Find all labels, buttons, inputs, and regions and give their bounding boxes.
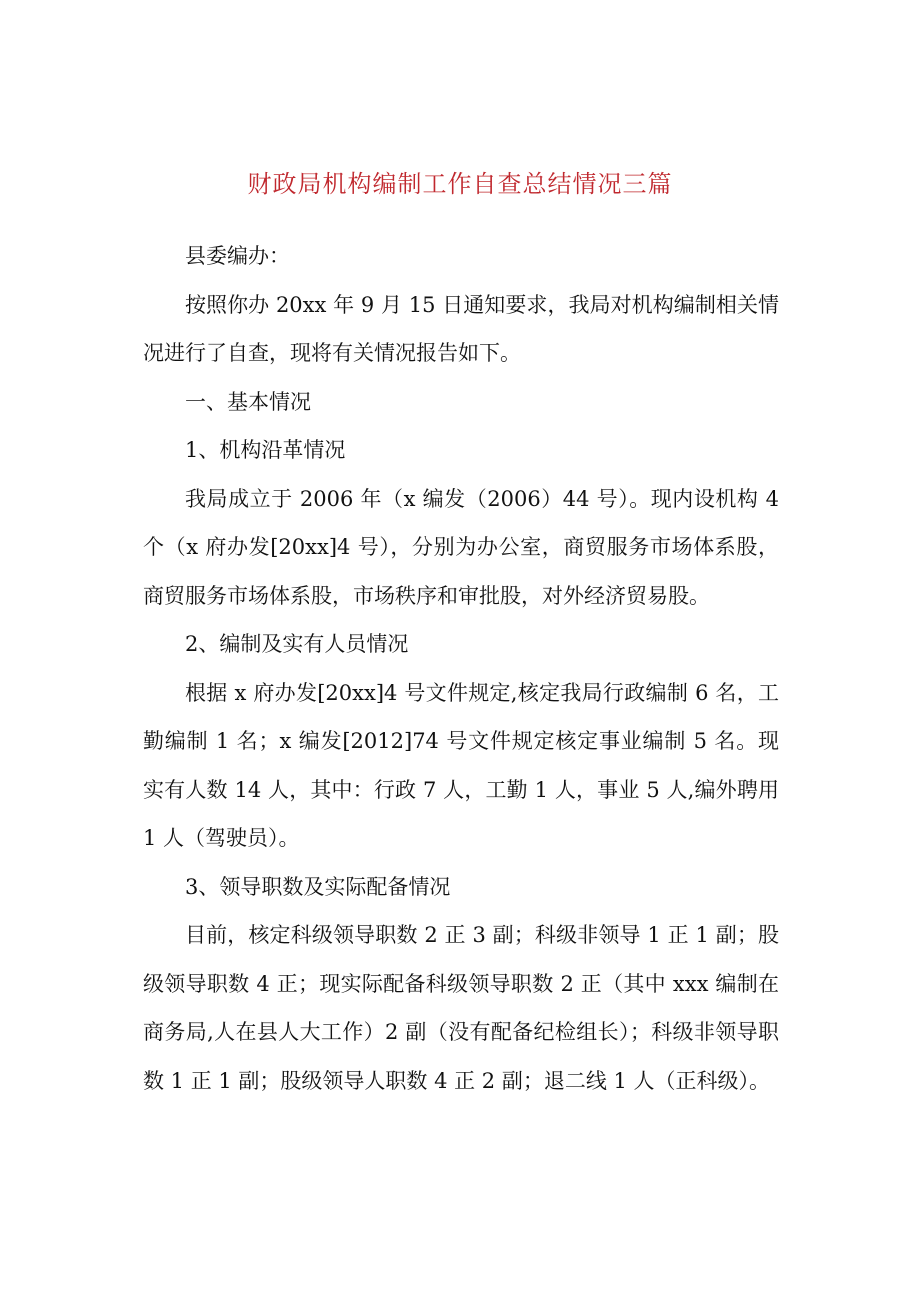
staffing-paragraph: 根据 x 府办发[20xx]4 号文件规定,核定我局行政编制 6 名，工勤编制 1 名；x 编发[2012]74 号文件规定核定事业编制 5 名。现实有人数 14 人，其中：行政 7 人，工勤 1 人，事业 5 人,编外聘用 1 人（驾驶员）。 — [143, 680, 779, 850]
document-body — [143, 232, 779, 1105]
subheading-leadership: 3、领导职数及实际配备情况 — [185, 874, 451, 899]
subheading-institution-history: 1、机构沿革情况 — [185, 438, 346, 462]
leadership-paragraph: 目前，核定科级领导职数 2 正 3 副；科级非领导 1 正 1 副；股级领导职数 4 正；现实际配备科级领导职数 2 正（其中 xxx 编制在商务局,人在县人大工作）2 副（没有配备纪检组长）；科级非领导职数 1 正 1 副；股级领导人职数 4 正 2 副；退二线 1 人（正科级）。 — [143, 923, 779, 1093]
document-title: 财政局机构编制工作自查总结情况三篇 — [247, 170, 673, 198]
intro-paragraph: 按照你办 20xx 年 9 月 15 日通知要求，我局对机构编制相关情况进行了自查，现将有关情况报告如下。 — [143, 292, 779, 365]
salutation-paragraph: 县委编办： — [185, 244, 290, 268]
section-heading-basic-situation: 一、基本情况 — [185, 389, 311, 414]
institution-history-paragraph: 我局成立于 2006 年（x 编发（2006）44 号）。现内设机构 4 个（x 府办发[20xx]4 号），分别为办公室，商贸服务市场体系股，商贸服务市场体系股，市场秩序和审批股，对外经济贸易股。 — [143, 486, 779, 608]
subheading-staffing: 2、编制及实有人员情况 — [185, 632, 409, 656]
